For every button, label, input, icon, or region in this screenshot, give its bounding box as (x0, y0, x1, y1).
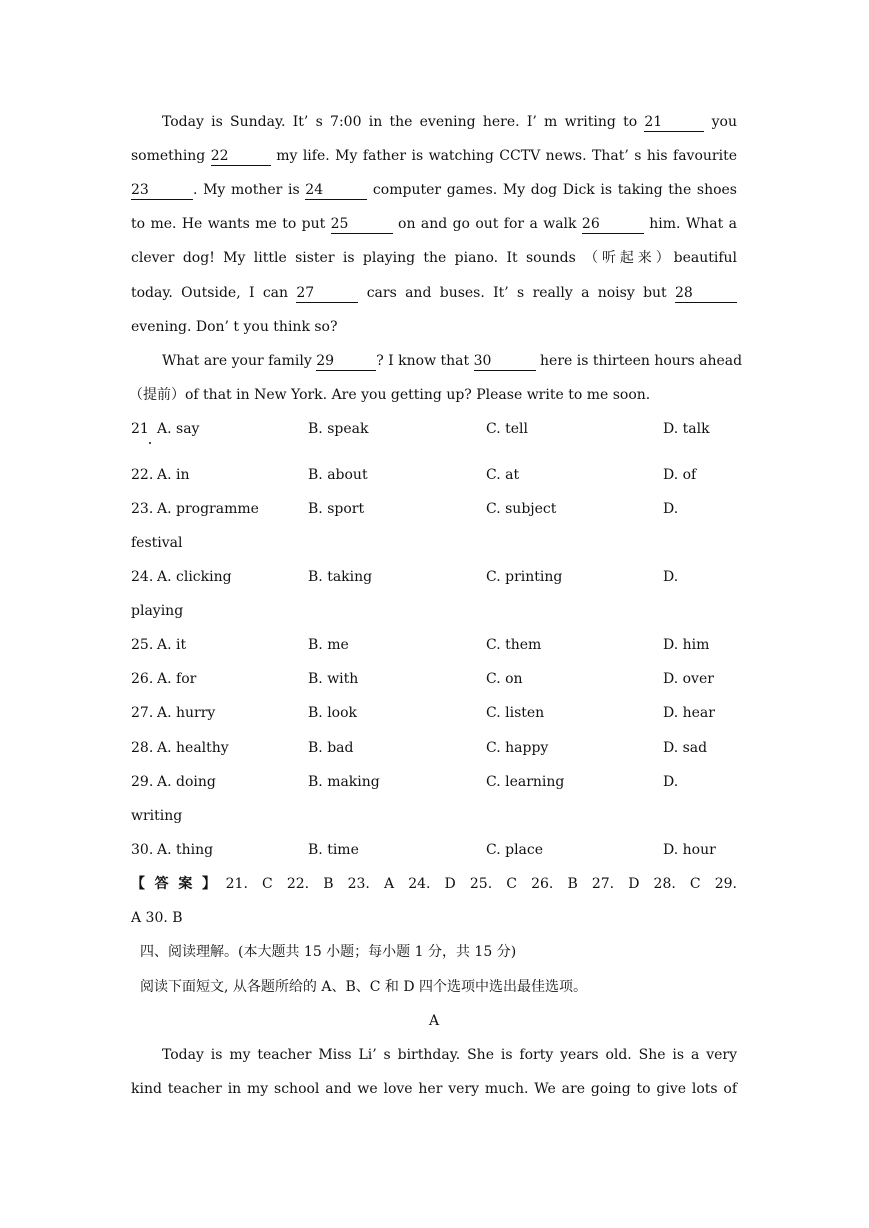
text: on and go out for a walk (392, 216, 582, 232)
text: here is thirteen hours ahead (535, 353, 743, 369)
text: my life. My father is watching CCTV news. That’ s his favourite (270, 148, 737, 164)
question-number: 22. (131, 467, 154, 483)
passage-line-8 (131, 350, 743, 372)
option-c: C. them (486, 637, 542, 653)
text: you (704, 114, 737, 130)
passage-label: A (428, 1013, 440, 1029)
option-d-wrap: writing (131, 808, 183, 824)
passage-line-2 (131, 145, 737, 167)
question-number: 25. (131, 637, 154, 653)
text: something (131, 148, 211, 164)
option-d-wrap: playing (131, 603, 184, 619)
blank-21: 21 (644, 113, 704, 132)
option-c: C. subject (486, 501, 557, 517)
option-a: A. for (157, 671, 197, 687)
blank-29: 29 (316, 352, 376, 371)
option-d: D. him (663, 637, 710, 653)
option-a: A. programme (157, 501, 259, 517)
text: to me. He wants me to put (131, 216, 331, 232)
option-b: B. me (308, 637, 349, 653)
option-d: D. over (663, 671, 714, 687)
passage-line-1 (131, 111, 737, 133)
option-a: A. clicking (157, 569, 232, 585)
text: cars and buses. It’ s really a noisy but (358, 285, 676, 301)
blank-28: 28 (675, 284, 737, 303)
text: What are your family (162, 353, 317, 369)
option-a: A. doing (157, 774, 216, 790)
answer-key-line-1 (131, 873, 737, 895)
text: today. Outside, I can (131, 285, 297, 301)
option-b: B. about (308, 467, 368, 483)
question-number: 21 (131, 421, 149, 437)
section-title: 四、阅读理解。(本大题共 15 小题；每小题 1 分，共 15 分) (140, 944, 517, 960)
option-a: A. hurry (157, 705, 216, 721)
option-d-wrap: festival (131, 535, 183, 551)
option-b: B. sport (308, 501, 365, 517)
answer-key-line-2: A 30. B (131, 910, 183, 926)
blank-30: 30 (474, 352, 536, 371)
reading-line-2: kind teacher in my school and we love her very much. We are going to give lots of (131, 1081, 737, 1097)
stray-dot (149, 442, 151, 444)
text: Today is Sunday. It’ s 7:00 in the evening here. I’ m writing to (162, 114, 645, 130)
question-number: 27. (131, 705, 154, 721)
option-d: D. sad (663, 740, 708, 756)
option-b: B. time (308, 842, 359, 858)
text: him. What a (643, 216, 738, 232)
option-c: C. listen (486, 705, 545, 721)
text: computer games. My dog Dick is taking the shoes (367, 182, 737, 198)
option-a: A. it (157, 637, 187, 653)
question-number: 24. (131, 569, 154, 585)
question-number: 30. (131, 842, 154, 858)
option-b: B. bad (308, 740, 354, 756)
option-b: B. making (308, 774, 380, 790)
option-c: C. at (486, 467, 520, 483)
passage-line-9: （提前）of that in New York. Are you getting up? Please write to me soon. (129, 387, 651, 403)
question-number: 28. (131, 740, 154, 756)
passage-line-5: clever dog! My little sister is playing the piano. It sounds （听起来）beautiful (131, 250, 737, 266)
option-d: D. hear (663, 705, 715, 721)
option-d: D. talk (663, 421, 710, 437)
question-number: 26. (131, 671, 154, 687)
option-b: B. taking (308, 569, 373, 585)
option-b: B. with (308, 671, 359, 687)
blank-24: 24 (305, 181, 367, 200)
option-d: D. (663, 569, 679, 585)
option-c: C. learning (486, 774, 565, 790)
answer-label: 【答案】 (131, 876, 226, 892)
passage-line-6 (131, 282, 737, 304)
blank-23: 23 (131, 181, 193, 200)
question-number: 23. (131, 501, 154, 517)
option-a: A. healthy (157, 740, 229, 756)
option-a: A. say (157, 421, 200, 437)
option-c: C. happy (486, 740, 549, 756)
text: 21. C 22. B 23. A 24. D 25. C 26. B 27. D 28. C 29. (225, 876, 738, 892)
text: . My mother is (193, 182, 306, 198)
reading-line-1: Today is my teacher Miss Li’ s birthday. She is forty years old. She is a very (162, 1047, 737, 1063)
blank-26: 26 (582, 215, 644, 234)
option-c: C. on (486, 671, 523, 687)
option-c: C. place (486, 842, 544, 858)
option-d: D. (663, 774, 679, 790)
passage-line-3 (131, 179, 737, 201)
passage-line-4 (131, 213, 737, 235)
option-b: B. speak (308, 421, 369, 437)
question-number: 29. (131, 774, 154, 790)
blank-22: 22 (211, 147, 271, 166)
option-d: D. (663, 501, 679, 517)
option-a: A. thing (157, 842, 214, 858)
blank-25: 25 (331, 215, 393, 234)
passage-line-7: evening. Don’ t you think so? (131, 319, 338, 335)
blank-27: 27 (296, 284, 358, 303)
option-d: D. hour (663, 842, 716, 858)
option-b: B. look (308, 705, 358, 721)
option-c: C. printing (486, 569, 563, 585)
option-a: A. in (157, 467, 190, 483)
option-c: C. tell (486, 421, 528, 437)
option-d: D. of (663, 467, 697, 483)
section-instruction: 阅读下面短文, 从各题所给的 A、B、C 和 D 四个选项中选出最佳选项。 (140, 979, 588, 995)
text: ? I know that (376, 353, 474, 369)
